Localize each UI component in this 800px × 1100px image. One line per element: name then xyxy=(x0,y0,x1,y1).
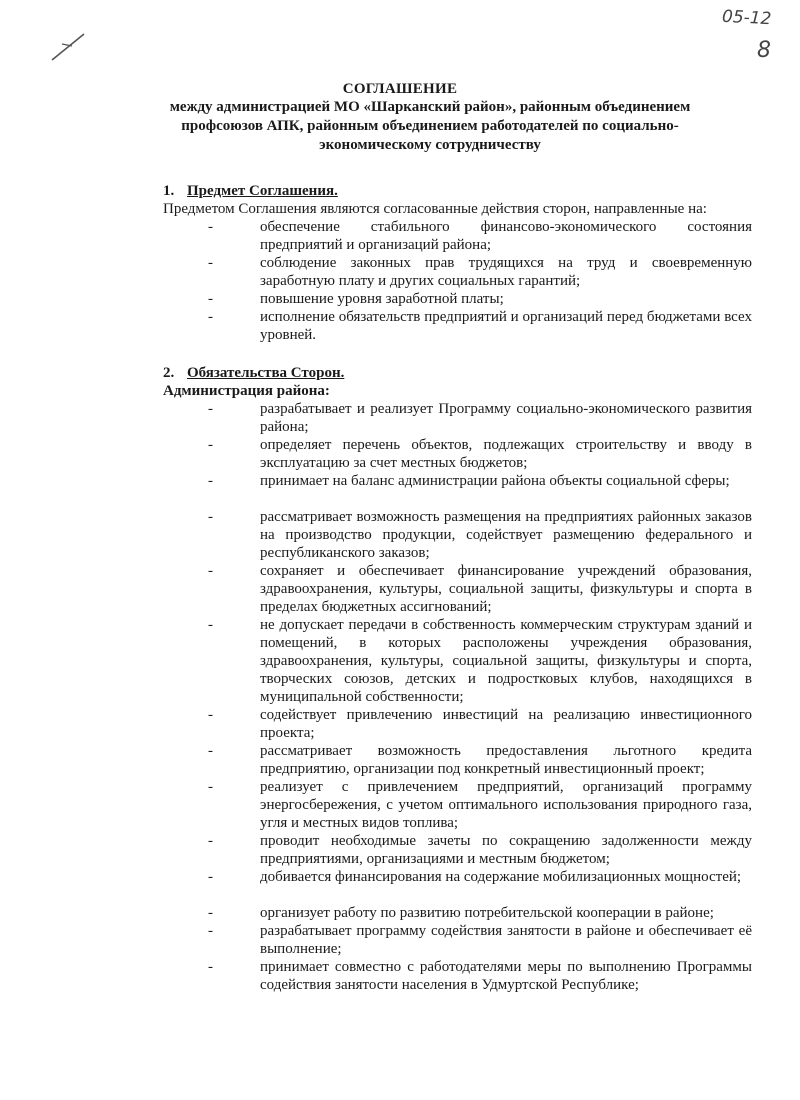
list-item-text: рассматривает возможность размещения на предприятиях районных заказов на производство продукции, содействует размещению федерального и республиканского заказов; xyxy=(260,509,752,561)
list-item-text: содействует привлечению инвестиций на реализацию инвестиционного проекта; xyxy=(260,707,752,741)
document-subtitle: между администрацией МО «Шарканский район», районным объединением профсоюзов АПК, районным объединением работодателей по социально-экономическому сотрудничеству xyxy=(169,99,691,153)
list-bullet: - xyxy=(208,401,213,417)
list-item-text: принимает на баланс администрации района объекты социальной сферы; xyxy=(260,473,730,489)
list-bullet: - xyxy=(208,509,213,525)
list-item-text: разрабатывает программу содействия занятости в районе и обеспечивает её выполнение; xyxy=(260,923,752,957)
list-bullet: - xyxy=(208,707,213,723)
handwritten-page-number: 8 xyxy=(757,38,771,63)
list-bullet: - xyxy=(208,437,213,453)
list-bullet: - xyxy=(208,473,213,489)
list-bullet: - xyxy=(208,779,213,795)
list-item-text: реализует с привлечением предприятий, организаций программу энергосбережения, с учетом оптимального использования природного газа, угля и местных видов топлива; xyxy=(260,779,752,831)
document-title: СОГЛАШЕНИЕ xyxy=(342,81,458,97)
list-bullet: - xyxy=(208,219,213,235)
list-item-text: обеспечение стабильного финансово-экономического состояния предприятий и организаций района; xyxy=(260,219,752,253)
list-bullet: - xyxy=(208,617,213,633)
list-bullet: - xyxy=(208,291,213,307)
list-bullet: - xyxy=(208,905,213,921)
list-bullet: - xyxy=(208,833,213,849)
list-item-text: не допускает передачи в собственность коммерческим структурам зданий и помещений, в которых расположены учреждения образования, здравоохранения, культуры, социальной защиты, физкультуры и спорта, творческих союзов, детских и подростковых клубов, находящихся в муниципальной собственности; xyxy=(260,617,752,705)
list-item-text: принимает совместно с работодателями меры по выполнению Программы содействия занятости населения в Удмуртской Республике; xyxy=(260,959,752,993)
list-item-text: разрабатывает и реализует Программу социально-экономического развития района; xyxy=(260,401,752,435)
list-item-text: соблюдение законных прав трудящихся на труд и своевременную заработную плату и других социальных гарантий; xyxy=(260,255,752,289)
list-item-text: определяет перечень объектов, подлежащих строительству и вводу в эксплуатацию за счет местных бюджетов; xyxy=(260,437,752,471)
list-bullet: - xyxy=(208,923,213,939)
section-1-number: 1. xyxy=(163,183,175,199)
list-bullet: - xyxy=(208,255,213,271)
section-2-title: Обязательства Сторон. xyxy=(187,365,345,381)
section-1-title: Предмет Соглашения. xyxy=(187,183,338,199)
list-item-text: сохраняет и обеспечивает финансирование учреждений образования, здравоохранения, культуры, социальной защиты, физкультуры и спорта в пределах бюджетных ассигнований; xyxy=(260,563,752,615)
list-bullet: - xyxy=(208,563,213,579)
list-item-text: проводит необходимые зачеты по сокращению задолженности между предприятиями, организациями и местным бюджетом; xyxy=(260,833,752,867)
list-bullet: - xyxy=(208,309,213,325)
section-1-heading xyxy=(163,182,338,200)
list-item-text: повышение уровня заработной платы; xyxy=(260,291,504,307)
list-item-text: исполнение обязательств предприятий и организаций перед бюджетами всех уровней. xyxy=(260,309,752,343)
list-bullet: - xyxy=(208,869,213,885)
pen-slash-mark xyxy=(48,30,88,64)
section-2-heading xyxy=(163,364,344,382)
list-item-text: добивается финансирования на содержание мобилизационных мощностей; xyxy=(260,869,742,885)
section-2-subheading: Администрация района: xyxy=(163,383,330,399)
list-item-text: рассматривает возможность предоставления льготного кредита предприятию, организации под конкретный инвестиционный проект; xyxy=(260,743,752,777)
list-bullet: - xyxy=(208,959,213,975)
section-1-intro: Предметом Соглашения являются согласованные действия сторон, направленные на: xyxy=(163,201,707,217)
handwritten-date: 05-12 xyxy=(721,6,772,30)
section-2-number: 2. xyxy=(163,365,175,381)
list-bullet: - xyxy=(208,743,213,759)
list-item-text: организует работу по развитию потребительской кооперации в районе; xyxy=(260,905,714,921)
